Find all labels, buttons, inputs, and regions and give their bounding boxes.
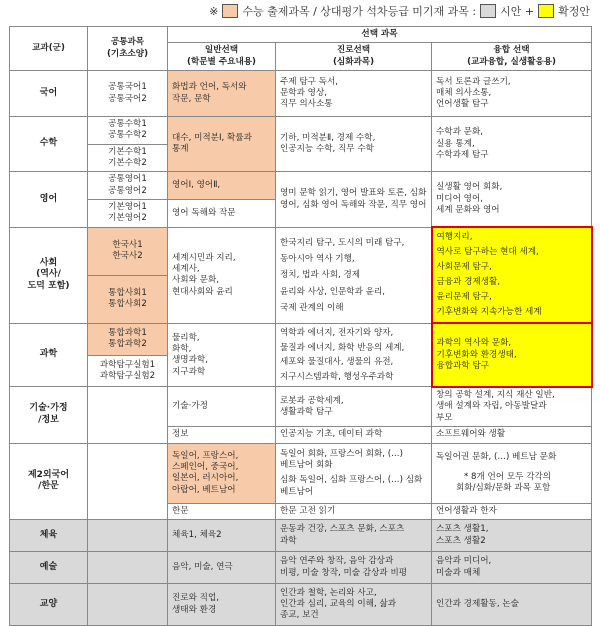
common-tech-empty [88,387,168,443]
common-lang2-empty [88,443,168,519]
career-social: 한국지리 탐구, 도시의 미래 탐구, 동아시아 역사 기행, 정치, 법과 사회, 경제 윤리와 사상, 인문학과 윤리, 국제 관계의 이해 [276,227,432,323]
fusion-tech-b: 소프트웨어와 생활 [432,427,592,443]
common-social-b: 통합사회1 통합사회2 [88,275,168,323]
area-social: 사회 (역사/ 도덕 포함) [10,227,88,323]
header-area: 교과(군) [10,27,88,71]
row-english-a [10,172,592,200]
fusion-lang2-a: 독일어권 문화, (…) 베트남 문화 * 8개 언어 모두 각각의 회화/심화/문화 과목 포함 [432,443,592,503]
header-fusion: 융합 선택 (교과융합, 실생활응용) [432,43,592,71]
common-liberal-empty [88,584,168,626]
general-tech-b: 정보 [168,427,276,443]
legend-prefix: ※ [209,4,219,18]
area-liberal: 교양 [10,584,88,626]
area-lang2: 제2외국어 /한문 [10,443,88,519]
fusion-science: 과학의 역사와 문화, 기후변화와 환경생태, 융합과학 탐구 [432,323,592,386]
common-math-b: 기본수학1 기본수학2 [88,144,168,172]
general-social: 세계시민과 지리, 세계사, 사회와 문화, 현대사회와 윤리 [168,227,276,323]
common-social-a: 한국사1 한국사2 [88,227,168,275]
pink-swatch [222,4,238,18]
general-art: 음악, 미술, 연극 [168,552,276,584]
header-career: 진로선택 (심화과목) [276,43,432,71]
general-science: 물리학, 화학, 생명과학, 지구과학 [168,323,276,386]
general-math: 대수, 미적분Ⅰ, 확률과 통계 [168,117,276,172]
area-english: 영어 [10,172,88,227]
common-english-a: 공통영어1 공통영어2 [88,172,168,200]
fusion-lang2-b: 언어생활과 한자 [432,503,592,519]
gray-swatch [480,4,496,18]
curriculum-table [9,26,593,626]
general-english-b: 영어 독해와 작문 [168,200,276,228]
legend [0,0,600,22]
header-common: 공통과목 (기초소양) [88,27,168,71]
yellow-swatch [538,4,554,18]
career-liberal: 인간과 철학, 논리와 사고, 인간과 심리, 교육의 이해, 삶과 종교, 보건 [276,584,432,626]
row-art [10,552,592,584]
common-math-a: 공통수학1 공통수학2 [88,117,168,145]
fusion-korean: 독서 토론과 글쓰기, 매체 의사소통, 언어생활 탐구 [432,71,592,117]
career-korean: 주제 탐구 독서, 문학과 영상, 직무 의사소통 [276,71,432,117]
career-art: 음악 연주와 창작, 음악 감상과 비평, 미술 창작, 미술 감상과 비평 [276,552,432,584]
career-tech-a: 로봇과 공학세계, 생활과학 탐구 [276,387,432,427]
common-english-b: 기본영어1 기본영어2 [88,200,168,228]
general-liberal: 진로와 직업, 생태와 환경 [168,584,276,626]
fusion-tech-a: 창의 공학 설계, 지식 재산 일반, 생애 설계와 자립, 아동발달과 부모 [432,387,592,427]
fusion-pe: 스포츠 생활1, 스포츠 생활2 [432,520,592,552]
fusion-english: 실생활 영어 회화, 미디어 영어, 세계 문화와 영어 [432,172,592,227]
row-social-a [10,227,592,275]
fusion-social: 여행지리, 역사로 탐구하는 현대 세계, 사회문제 탐구, 금융과 경제생활, 윤리문제 탐구, 기후변화와 지속가능한 세계 [432,227,592,323]
career-lang2-b: 한문 고전 읽기 [276,503,432,519]
general-lang2-a: 독일어, 프랑스어, 스페인어, 중국어, 일본어, 러시아어, 아랍어, 베트남어 [168,443,276,503]
row-lang2-a [10,443,592,503]
common-korean: 공통국어1 공통국어2 [88,71,168,117]
general-tech-a: 기술·가정 [168,387,276,427]
row-math-a [10,117,592,145]
header-elective: 선택 과목 [168,27,592,43]
area-math: 수학 [10,117,88,172]
general-korean: 화법과 언어, 독서와 작문, 문학 [168,71,276,117]
row-science-a [10,323,592,355]
common-pe-empty [88,520,168,552]
legend-gray-text: 시안 + [500,5,535,18]
row-liberal [10,584,592,626]
row-pe [10,520,592,552]
area-pe: 체육 [10,520,88,552]
career-lang2-a: 독일어 회화, 프랑스어 회화, (…) 베트남어 회화 심화 독일어, 심화 프랑스어, (…) 심화 베트남어 [276,443,432,503]
common-science-b: 과학탐구실험1 과학탐구실험2 [88,355,168,387]
common-science-a: 통합과학1 통합과학2 [88,323,168,355]
career-math: 기하, 미적분Ⅱ, 경제 수학, 인공지능 수학, 직무 수학 [276,117,432,172]
career-pe: 운동과 건강, 스포츠 문화, 스포츠 과학 [276,520,432,552]
fusion-liberal: 인간과 경제활동, 논술 [432,584,592,626]
general-pe: 체육1, 체육2 [168,520,276,552]
career-english: 영미 문학 읽기, 영어 발표와 토론, 심화 영어, 심화 영어 독해와 작문, 직무 영어 [276,172,432,227]
area-art: 예술 [10,552,88,584]
common-art-empty [88,552,168,584]
row-korean [10,71,592,117]
career-tech-b: 인공지능 기초, 데이터 과학 [276,427,432,443]
career-science: 역학과 에너지, 전자기와 양자, 물질과 에너지, 화학 반응의 세계, 세포와 물질대사, 생물의 유전, 지구시스템과학, 행성우주과학 [276,323,432,386]
header-general: 일반선택 (학문별 주요내용) [168,43,276,71]
general-lang2-b: 한문 [168,503,276,519]
legend-yellow-text: 확정안 [558,5,590,18]
area-korean: 국어 [10,71,88,117]
area-science: 과학 [10,323,88,386]
fusion-math: 수학과 문화, 실용 통계, 수학과제 탐구 [432,117,592,172]
legend-pink-text: 수능 출제과목 / 상대평가 석차등급 미기재 과목 : [242,5,477,18]
general-english-a: 영어Ⅰ, 영어Ⅱ, [168,172,276,200]
row-tech-a [10,387,592,427]
fusion-art: 음악과 미디어, 미술과 매체 [432,552,592,584]
area-tech: 기술·가정 /정보 [10,387,88,443]
